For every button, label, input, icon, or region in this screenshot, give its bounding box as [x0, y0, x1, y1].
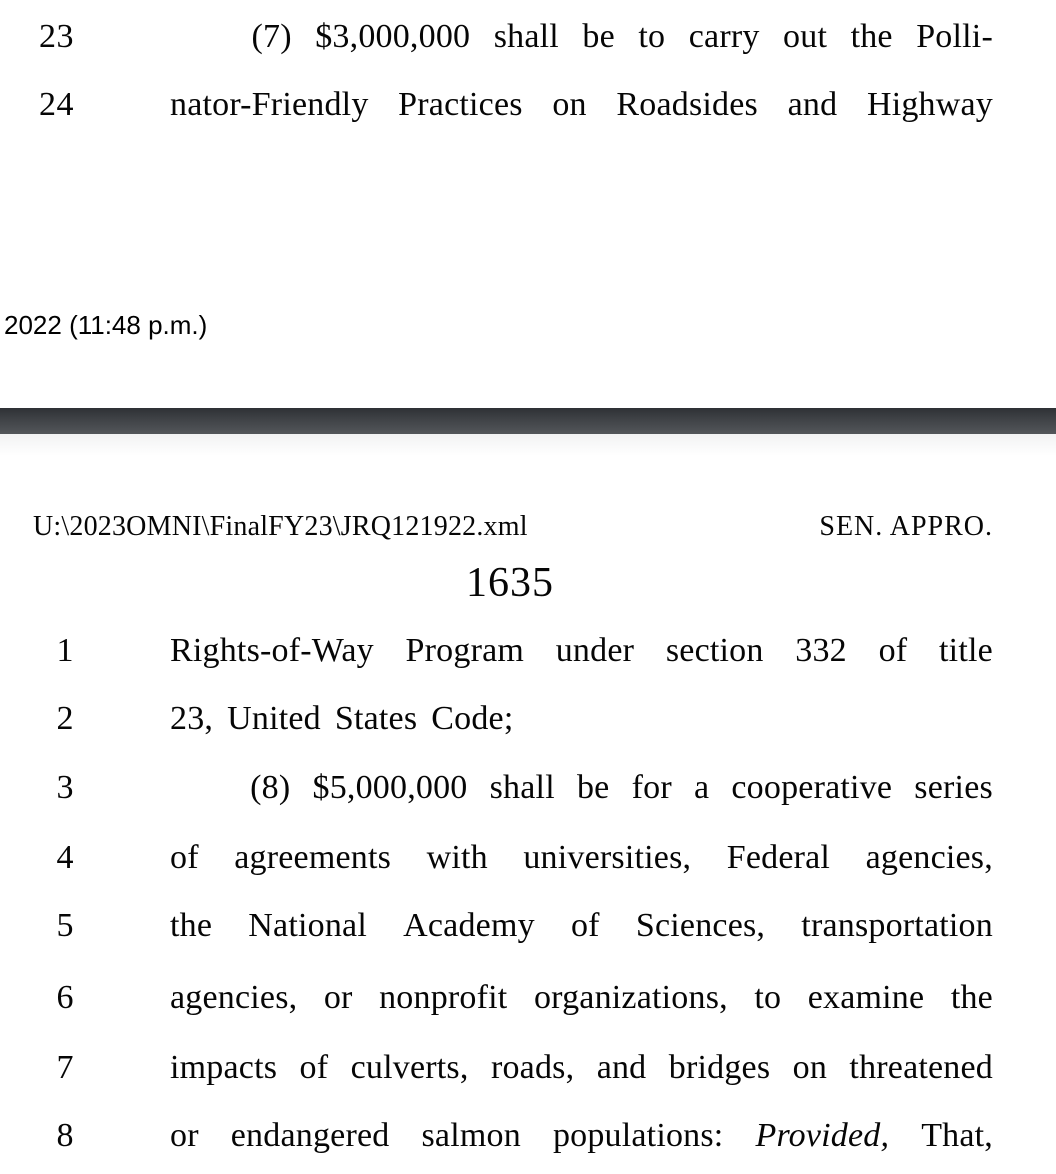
word: $5,000,000 — [312, 769, 468, 806]
word: (7) — [251, 18, 292, 55]
word: title — [939, 632, 993, 669]
word: the — [950, 979, 993, 1016]
word: cooperative — [731, 769, 893, 806]
line-text — [170, 903, 993, 949]
line-number: 5 — [56, 907, 74, 944]
text-line — [0, 82, 993, 128]
word: salmon — [421, 1117, 521, 1154]
line-text — [170, 835, 993, 881]
word: or — [323, 979, 353, 1016]
word: for — [631, 769, 672, 806]
line-text — [170, 14, 993, 60]
word: with — [426, 839, 488, 876]
word: States — [334, 700, 418, 737]
word: out — [783, 18, 828, 55]
line-number: 24 — [39, 86, 74, 123]
word: Rights-of-Way — [170, 632, 374, 669]
word: bridges — [668, 1049, 771, 1086]
page-number: 1635 — [466, 560, 554, 606]
word: organizations, — [533, 979, 728, 1016]
line-number: 6 — [56, 979, 74, 1016]
word: threatened — [849, 1049, 993, 1086]
word: or — [170, 1117, 199, 1154]
text-line — [0, 1113, 993, 1159]
page-break-bar — [0, 408, 1056, 434]
word: impacts — [170, 1049, 278, 1086]
word: Polli- — [916, 18, 993, 55]
text-line — [0, 903, 993, 949]
word: roads, — [490, 1049, 575, 1086]
paragraph-indent — [170, 765, 228, 811]
line-text — [170, 975, 993, 1021]
paragraph-indent — [170, 14, 228, 60]
word: to — [754, 979, 782, 1016]
text-line — [0, 765, 993, 811]
timestamp-note: 2022 (11:48 p.m.) — [4, 310, 208, 340]
word: be — [576, 769, 610, 806]
word: agencies, — [170, 979, 298, 1016]
line-number: 4 — [56, 839, 74, 876]
line-number: 8 — [56, 1117, 74, 1154]
word: under — [555, 632, 635, 669]
word: of — [170, 839, 199, 876]
word: 23, — [170, 700, 214, 737]
word: $3,000,000 — [315, 18, 471, 55]
line-text — [170, 82, 993, 128]
word: agreements — [234, 839, 392, 876]
text-line — [0, 14, 993, 60]
word: shall — [493, 18, 559, 55]
word: of — [570, 907, 600, 944]
line-number: 3 — [56, 769, 74, 806]
word: Practices — [398, 86, 523, 123]
word: section — [665, 632, 764, 669]
line-text — [170, 1113, 993, 1159]
word: United — [227, 700, 321, 737]
word: a — [693, 769, 710, 806]
word: transportation — [801, 907, 993, 944]
word: of — [299, 1049, 329, 1086]
line-text — [170, 765, 993, 811]
word: the — [170, 907, 213, 944]
header-committee-label: SEN. APPRO. — [819, 511, 993, 542]
word: Code; — [431, 700, 514, 737]
text-line — [0, 628, 993, 674]
word: nator-Friendly — [170, 86, 369, 123]
word: populations: — [552, 1117, 724, 1154]
word: series — [914, 769, 993, 806]
word: endangered — [230, 1117, 390, 1154]
word: Provided, — [755, 1117, 890, 1154]
word: Academy — [403, 907, 535, 944]
word: universities, — [523, 839, 692, 876]
line-number: 1 — [56, 632, 74, 669]
word: shall — [489, 769, 555, 806]
word: carry — [688, 18, 760, 55]
page-top-shadow — [0, 434, 1056, 456]
word: to — [638, 18, 666, 55]
line-number: 7 — [56, 1049, 74, 1086]
word: on — [792, 1049, 828, 1086]
text-line — [0, 835, 993, 881]
word: agencies, — [865, 839, 993, 876]
word: the — [850, 18, 893, 55]
header-file-path: U:\2023OMNI\FinalFY23\JRQ121922.xml — [33, 511, 528, 542]
line-text — [170, 696, 993, 742]
word: Highway — [866, 86, 993, 123]
text-line — [0, 1045, 993, 1091]
text-line — [0, 975, 993, 1021]
word: Sciences, — [635, 907, 766, 944]
word: on — [552, 86, 587, 123]
word: and — [787, 86, 838, 123]
word: 332 — [795, 632, 847, 669]
word: Federal — [726, 839, 831, 876]
word: culverts, — [350, 1049, 469, 1086]
word: That, — [921, 1117, 993, 1154]
word: Program — [405, 632, 525, 669]
word: Roadsides — [616, 86, 758, 123]
word: examine — [807, 979, 925, 1016]
text-line — [0, 696, 993, 742]
word: be — [582, 18, 615, 55]
line-text — [170, 628, 993, 674]
word: nonprofit — [379, 979, 508, 1016]
word: and — [596, 1049, 647, 1086]
word: (8) — [250, 769, 291, 806]
word: of — [878, 632, 908, 669]
line-number: 23 — [39, 18, 74, 55]
word: National — [248, 907, 367, 944]
line-number: 2 — [56, 700, 74, 737]
line-text — [170, 1045, 993, 1091]
